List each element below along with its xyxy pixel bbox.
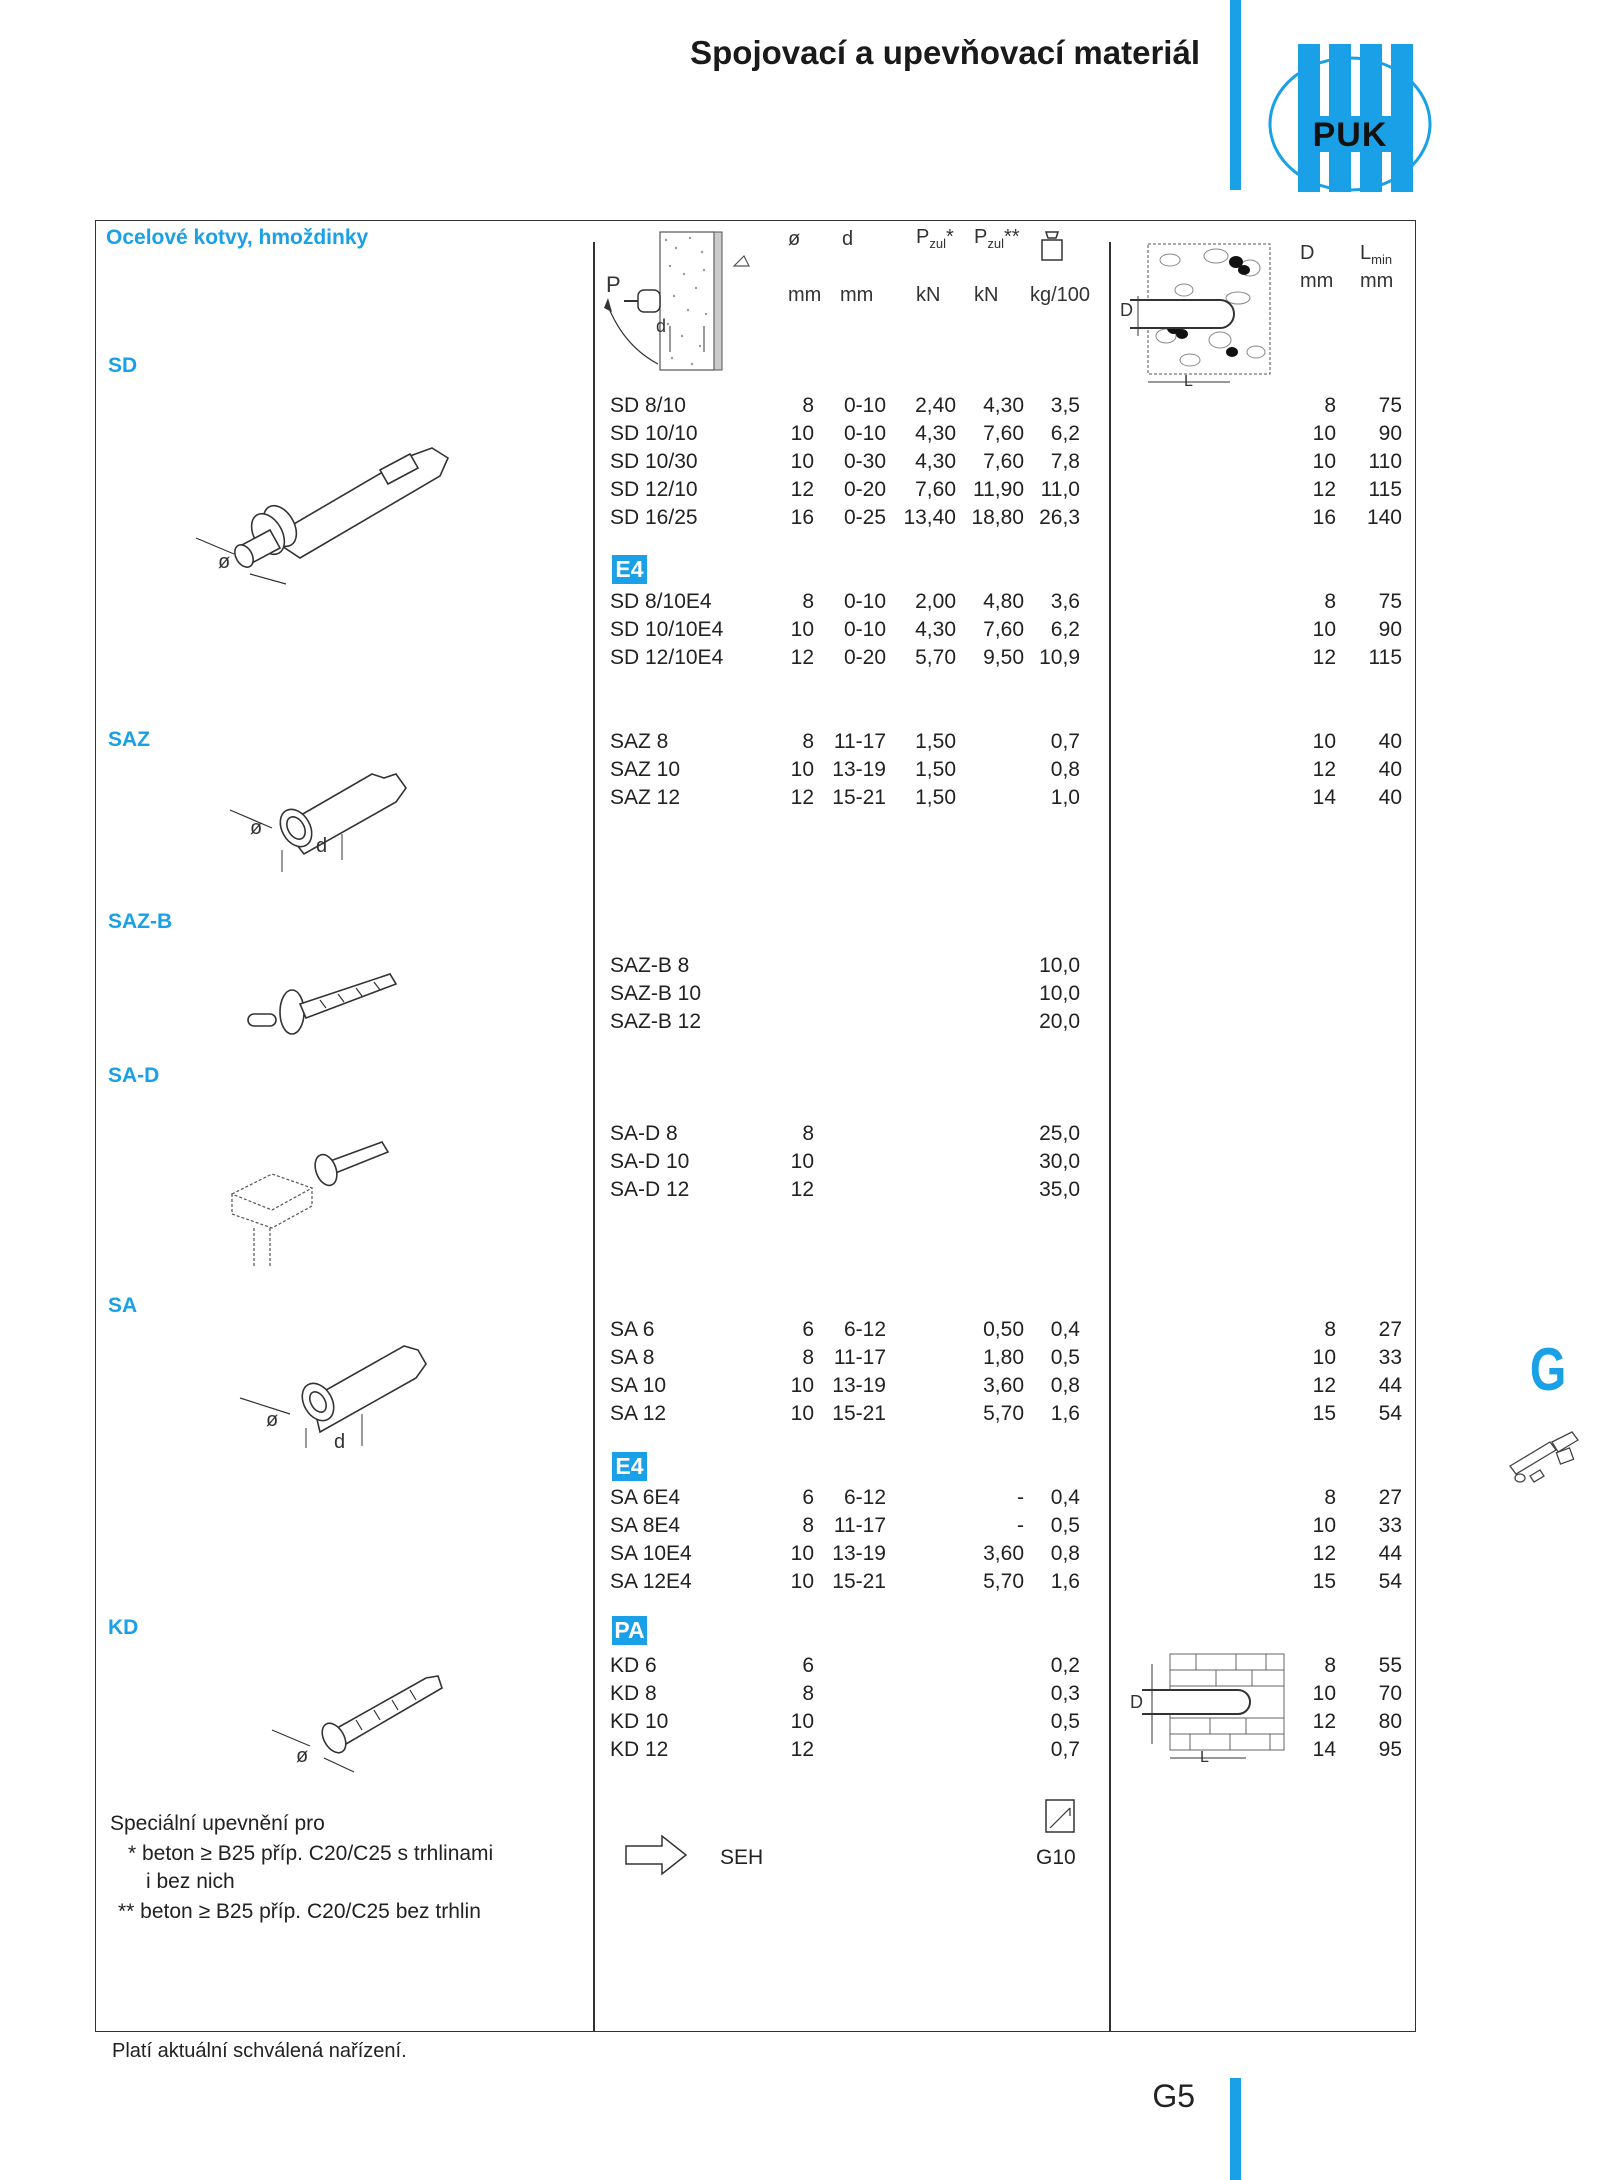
- section-title: Ocelové kotvy, hmoždinky: [106, 226, 369, 249]
- cell-pzul1: 4,30: [915, 422, 956, 445]
- cell-dia: 8: [802, 1682, 814, 1705]
- badge-e4-sd: E4: [612, 555, 647, 584]
- cell-weight: 0,7: [1050, 1738, 1080, 1761]
- saz-d-label: d: [316, 835, 328, 857]
- cell-name: SAZ-B 12: [610, 1010, 702, 1033]
- cell-lmin: 33: [1378, 1514, 1402, 1537]
- cell-weight: 0,3: [1050, 1682, 1080, 1705]
- cell-weight: 6,2: [1050, 618, 1080, 641]
- cell-pzul2: 4,80: [983, 590, 1024, 613]
- cell-pzul1: 4,30: [915, 450, 956, 473]
- cell-weight: 7,8: [1050, 450, 1080, 473]
- cell-drill-d: 10: [1312, 730, 1336, 753]
- cell-d: 0-30: [843, 450, 886, 473]
- cell-dia: 6: [802, 1654, 814, 1677]
- cell-pzul2: 7,60: [983, 618, 1024, 641]
- cell-name: SAZ 12: [610, 786, 681, 809]
- cell-pzul2: 7,60: [983, 450, 1024, 473]
- cell-name: KD 6: [610, 1654, 657, 1677]
- table-row: [0, 1514, 1600, 1542]
- cell-dia: 10: [790, 1570, 814, 1593]
- cell-dia: 8: [802, 1122, 814, 1145]
- cell-d: 6-12: [843, 1318, 886, 1341]
- col-unit-pzul2: kN: [974, 284, 999, 306]
- cell-dia: 10: [790, 758, 814, 781]
- cell-pzul2: 5,70: [983, 1570, 1024, 1593]
- cell-pzul2: 4,30: [983, 394, 1024, 417]
- puk-logo: [1268, 30, 1432, 194]
- chapter-tab-anchor-icon: [1500, 1420, 1590, 1490]
- note-2: ** beton ≥ B25 příp. C20/C25 bez trhlin: [118, 1900, 481, 1923]
- cell-pzul1: 13,40: [903, 506, 956, 529]
- load-diagram-d-label: d: [656, 316, 667, 336]
- note-1-line1: * beton ≥ B25 příp. C20/C25 s trhlinami: [128, 1842, 494, 1865]
- table-row: [0, 646, 1600, 674]
- cell-dia: 10: [790, 1402, 814, 1425]
- table-row: [0, 1150, 1600, 1178]
- cell-name: SAZ-B 10: [610, 982, 702, 1005]
- badge-pa-kd: PA: [612, 1616, 647, 1645]
- cell-weight: 35,0: [1039, 1178, 1080, 1201]
- cell-weight: 20,0: [1039, 1010, 1080, 1033]
- cell-drill-d: 12: [1312, 1374, 1336, 1397]
- cell-name: SD 10/30: [610, 450, 698, 473]
- cell-lmin: 140: [1366, 506, 1402, 529]
- cell-d: 11-17: [833, 730, 886, 753]
- arrow-right-icon: [624, 1834, 688, 1876]
- table-row: [0, 1738, 1600, 1766]
- cell-drill-d: 12: [1312, 646, 1336, 669]
- cell-dia: 10: [790, 1150, 814, 1173]
- cell-lmin: 115: [1368, 478, 1402, 501]
- cell-drill-d: 10: [1312, 450, 1336, 473]
- cell-drill-d: 10: [1312, 1682, 1336, 1705]
- table-row: [0, 1570, 1600, 1598]
- cell-lmin: 70: [1378, 1682, 1402, 1705]
- cell-weight: 0,7: [1050, 730, 1080, 753]
- cell-name: SD 8/10E4: [610, 590, 712, 613]
- col-header-Lmin: $L_{min}$: [1360, 242, 1393, 267]
- cell-name: SD 10/10: [610, 422, 698, 445]
- cell-dia: 12: [790, 1178, 814, 1201]
- cell-pzul1: 7,60: [915, 478, 956, 501]
- puk-logo-text: PUK: [1300, 116, 1400, 152]
- badge-e4-sa: E4: [612, 1452, 647, 1481]
- cell-lmin: 40: [1378, 758, 1402, 781]
- table-row: [0, 394, 1600, 422]
- cell-pzul1: 2,00: [915, 590, 956, 613]
- col-header-d: d: [842, 228, 854, 250]
- cell-d: 0-10: [843, 394, 886, 417]
- col-header-pzul1: $P_{zul}*$: [916, 226, 954, 251]
- cell-lmin: 33: [1378, 1346, 1402, 1369]
- table-row: [0, 1542, 1600, 1570]
- cell-pzul2: 7,60: [983, 422, 1024, 445]
- cell-lmin: 90: [1378, 618, 1402, 641]
- cell-drill-d: 16: [1312, 506, 1336, 529]
- note-1-line2: i bez nich: [146, 1870, 235, 1893]
- cell-name: KD 12: [610, 1738, 669, 1761]
- table-row: [0, 1122, 1600, 1150]
- cell-d: 0-25: [843, 506, 886, 529]
- footer-note: Platí aktuální schválená nařízení.: [112, 2040, 407, 2062]
- cell-name: SAZ-B 8: [610, 954, 690, 977]
- table-row: [0, 1318, 1600, 1346]
- col-header-dia: ø: [788, 228, 801, 250]
- table-row: [0, 478, 1600, 506]
- table-row: [0, 1682, 1600, 1710]
- table-row: [0, 1402, 1600, 1430]
- cell-name: SA 10E4: [610, 1542, 692, 1565]
- cell-name: SA 12: [610, 1402, 667, 1425]
- group-label-sa-d: SA-D: [108, 1064, 160, 1087]
- cell-pzul1: 1,50: [915, 730, 956, 753]
- cell-weight: 1,6: [1050, 1402, 1080, 1425]
- cell-lmin: 27: [1378, 1486, 1402, 1509]
- cell-name: SD 12/10: [610, 478, 698, 501]
- cell-d: 0-10: [843, 422, 886, 445]
- cell-name: SD 16/25: [610, 506, 698, 529]
- brick-diagram-l-label: L: [1200, 1749, 1209, 1766]
- col-unit-dia: mm: [788, 284, 822, 306]
- cell-name: SAZ 8: [610, 730, 669, 753]
- cell-drill-d: 15: [1312, 1402, 1336, 1425]
- cell-name: KD 10: [610, 1710, 669, 1733]
- cell-lmin: 27: [1378, 1318, 1402, 1341]
- cell-pzul2: -: [1017, 1514, 1024, 1537]
- cell-name: SA 12E4: [610, 1570, 692, 1593]
- load-diagram-p-label: P: [606, 272, 621, 297]
- sa-d-label: d: [334, 1431, 346, 1453]
- cell-drill-d: 12: [1312, 758, 1336, 781]
- cell-weight: 10,0: [1039, 982, 1080, 1005]
- table-row: [0, 422, 1600, 450]
- cell-weight: 0,2: [1050, 1654, 1080, 1677]
- group-label-sd: SD: [108, 354, 138, 377]
- col-unit-L: mm: [1360, 270, 1394, 292]
- cell-pzul1: 4,30: [915, 618, 956, 641]
- group-label-saz-b: SAZ-B: [108, 910, 173, 933]
- cell-drill-d: 10: [1312, 1346, 1336, 1369]
- cell-drill-d: 15: [1312, 1570, 1336, 1593]
- page-number: G5: [1152, 2078, 1195, 2114]
- cell-drill-d: 8: [1324, 1486, 1336, 1509]
- brick-diagram-d-label: D: [1130, 1692, 1143, 1712]
- cell-drill-d: 10: [1312, 1514, 1336, 1537]
- cell-dia: 10: [790, 450, 814, 473]
- cell-weight: 0,8: [1050, 758, 1080, 781]
- cell-lmin: 54: [1378, 1570, 1402, 1593]
- cell-name: SA-D 10: [610, 1150, 690, 1173]
- cell-drill-d: 10: [1312, 422, 1336, 445]
- cell-drill-d: 12: [1312, 1710, 1336, 1733]
- footer-accent-bar: [1230, 2078, 1241, 2180]
- table-row: [0, 982, 1600, 1010]
- table-row: [0, 450, 1600, 478]
- cell-dia: 10: [790, 1710, 814, 1733]
- cell-d: 15-21: [832, 786, 886, 809]
- group-label-sa: SA: [108, 1294, 138, 1317]
- cell-drill-d: 8: [1324, 394, 1336, 417]
- table-row: [0, 1710, 1600, 1738]
- cell-lmin: 44: [1378, 1374, 1402, 1397]
- cell-name: SA 6: [610, 1318, 655, 1341]
- saz-dia-label: ø: [250, 817, 263, 839]
- cell-pzul1: 2,40: [915, 394, 956, 417]
- table-row: [0, 1010, 1600, 1038]
- cell-pzul2: 0,50: [983, 1318, 1024, 1341]
- cell-lmin: 40: [1378, 786, 1402, 809]
- table-row: [0, 730, 1600, 758]
- cell-pzul2: 3,60: [983, 1542, 1024, 1565]
- cell-drill-d: 12: [1312, 478, 1336, 501]
- cell-pzul2: 1,80: [983, 1346, 1024, 1369]
- cell-weight: 11,0: [1040, 478, 1080, 501]
- group-label-kd: KD: [108, 1616, 139, 1639]
- cell-name: SD 10/10E4: [610, 618, 724, 641]
- cell-d: 11-17: [833, 1514, 886, 1537]
- cell-drill-d: 8: [1324, 1318, 1336, 1341]
- cell-pzul2: -: [1017, 1486, 1024, 1509]
- cell-pzul1: 1,50: [915, 786, 956, 809]
- cell-pzul1: 5,70: [915, 646, 956, 669]
- cell-d: 0-10: [843, 590, 886, 613]
- cell-pzul1: 1,50: [915, 758, 956, 781]
- cell-weight: 30,0: [1039, 1150, 1080, 1173]
- cell-pzul2: 5,70: [983, 1402, 1024, 1425]
- col-unit-d: mm: [840, 284, 874, 306]
- cell-weight: 1,6: [1050, 1570, 1080, 1593]
- cell-dia: 8: [802, 1346, 814, 1369]
- cell-d: 0-20: [843, 646, 886, 669]
- table-row: [0, 618, 1600, 646]
- cell-weight: 0,5: [1050, 1346, 1080, 1369]
- cell-weight: 0,8: [1050, 1374, 1080, 1397]
- crossref-label[interactable]: SEH: [720, 1846, 764, 1869]
- cell-lmin: 75: [1378, 590, 1402, 613]
- cell-lmin: 40: [1378, 730, 1402, 753]
- cell-weight: 1,0: [1050, 786, 1080, 809]
- cell-lmin: 115: [1368, 646, 1402, 669]
- cell-dia: 12: [790, 478, 814, 501]
- table-row: [0, 1654, 1600, 1682]
- cell-weight: 0,4: [1050, 1318, 1080, 1341]
- cell-dia: 6: [802, 1318, 814, 1341]
- crossref-page[interactable]: G10: [1036, 1846, 1076, 1869]
- cell-dia: 16: [790, 506, 814, 529]
- cell-weight: 10,9: [1039, 646, 1080, 669]
- cell-drill-d: 8: [1324, 590, 1336, 613]
- cell-dia: 10: [790, 422, 814, 445]
- cell-pzul2: 3,60: [983, 1374, 1024, 1397]
- cell-d: 15-21: [832, 1402, 886, 1425]
- cell-weight: 0,5: [1050, 1710, 1080, 1733]
- cell-lmin: 75: [1378, 394, 1402, 417]
- table-row: [0, 1374, 1600, 1402]
- cell-name: SAZ 10: [610, 758, 681, 781]
- cell-dia: 12: [790, 646, 814, 669]
- note-intro: Speciální upevnění pro: [110, 1812, 325, 1835]
- cell-drill-d: 10: [1312, 618, 1336, 641]
- cell-dia: 8: [802, 1514, 814, 1537]
- cell-lmin: 44: [1378, 1542, 1402, 1565]
- cell-drill-d: 8: [1324, 1654, 1336, 1677]
- cell-dia: 10: [790, 1542, 814, 1565]
- weight-icon: [1040, 228, 1064, 264]
- cell-dia: 8: [802, 730, 814, 753]
- cell-dia: 12: [790, 1738, 814, 1761]
- cell-weight: 26,3: [1039, 506, 1080, 529]
- table-row: [0, 1178, 1600, 1206]
- cell-d: 0-20: [843, 478, 886, 501]
- table-row: [0, 506, 1600, 534]
- cell-lmin: 80: [1378, 1710, 1402, 1733]
- cell-dia: 10: [790, 618, 814, 641]
- cell-name: SA-D 8: [610, 1122, 678, 1145]
- cell-pzul2: 18,80: [971, 506, 1024, 529]
- cell-lmin: 55: [1378, 1654, 1402, 1677]
- cell-name: SD 8/10: [610, 394, 686, 417]
- cell-name: SD 12/10E4: [610, 646, 724, 669]
- group-label-saz: SAZ: [108, 728, 150, 751]
- table-row: [0, 786, 1600, 814]
- concrete-diagram-d-label: D: [1120, 300, 1133, 320]
- cell-name: SA 8: [610, 1346, 655, 1369]
- cell-pzul2: 9,50: [983, 646, 1024, 669]
- cell-name: SA 8E4: [610, 1514, 681, 1537]
- cell-dia: 12: [790, 786, 814, 809]
- col-unit-pzul1: kN: [916, 284, 941, 306]
- cell-name: SA-D 12: [610, 1178, 690, 1201]
- table-row: [0, 590, 1600, 618]
- sa-dia-label: ø: [266, 1409, 279, 1431]
- cell-drill-d: 14: [1312, 1738, 1336, 1761]
- cell-weight: 3,6: [1050, 590, 1080, 613]
- cell-d: 0-10: [843, 618, 886, 641]
- cell-weight: 0,4: [1050, 1486, 1080, 1509]
- concrete-diagram-l-label: L: [1184, 373, 1193, 390]
- cell-drill-d: 12: [1312, 1542, 1336, 1565]
- cell-d: 13-19: [832, 758, 886, 781]
- cell-dia: 8: [802, 394, 814, 417]
- page-title: Spojovací a upevňovací materiál: [690, 34, 1200, 71]
- col-header-pzul2: $P_{zul}**$: [974, 226, 1020, 251]
- cell-weight: 25,0: [1039, 1122, 1080, 1145]
- cell-weight: 0,5: [1050, 1514, 1080, 1537]
- cell-weight: 10,0: [1039, 954, 1080, 977]
- table-row: [0, 1346, 1600, 1374]
- col-unit-D: mm: [1300, 270, 1334, 292]
- cell-d: 13-19: [832, 1542, 886, 1565]
- cell-pzul2: 11,90: [973, 478, 1024, 501]
- cell-d: 11-17: [833, 1346, 886, 1369]
- cell-dia: 10: [790, 1374, 814, 1397]
- kd-dia-label: ø: [296, 1745, 309, 1767]
- sd-dia-label: ø: [218, 551, 231, 573]
- cell-name: SA 6E4: [610, 1486, 681, 1509]
- load-diagram: [604, 226, 764, 376]
- table-row: [0, 1486, 1600, 1514]
- cell-dia: 8: [802, 590, 814, 613]
- cell-lmin: 54: [1378, 1402, 1402, 1425]
- chapter-tab: G: [1529, 1336, 1567, 1403]
- catalog-page-icon: [1044, 1798, 1076, 1834]
- cell-lmin: 90: [1378, 422, 1402, 445]
- cell-weight: 0,8: [1050, 1542, 1080, 1565]
- cell-d: 6-12: [843, 1486, 886, 1509]
- col-unit-weight: kg/100: [1030, 284, 1091, 306]
- cell-name: SA 10: [610, 1374, 667, 1397]
- cell-lmin: 110: [1368, 450, 1402, 473]
- table-row: [0, 758, 1600, 786]
- cell-dia: 6: [802, 1486, 814, 1509]
- header-accent-bar: [1230, 0, 1241, 190]
- col-header-D: D: [1300, 242, 1315, 264]
- concrete-depth-diagram: [1120, 240, 1280, 390]
- cell-weight: 6,2: [1050, 422, 1080, 445]
- cell-lmin: 95: [1378, 1738, 1402, 1761]
- cell-drill-d: 14: [1312, 786, 1336, 809]
- cell-d: 13-19: [832, 1374, 886, 1397]
- table-row: [0, 954, 1600, 982]
- cell-name: KD 8: [610, 1682, 657, 1705]
- cell-weight: 3,5: [1050, 394, 1080, 417]
- cell-d: 15-21: [832, 1570, 886, 1593]
